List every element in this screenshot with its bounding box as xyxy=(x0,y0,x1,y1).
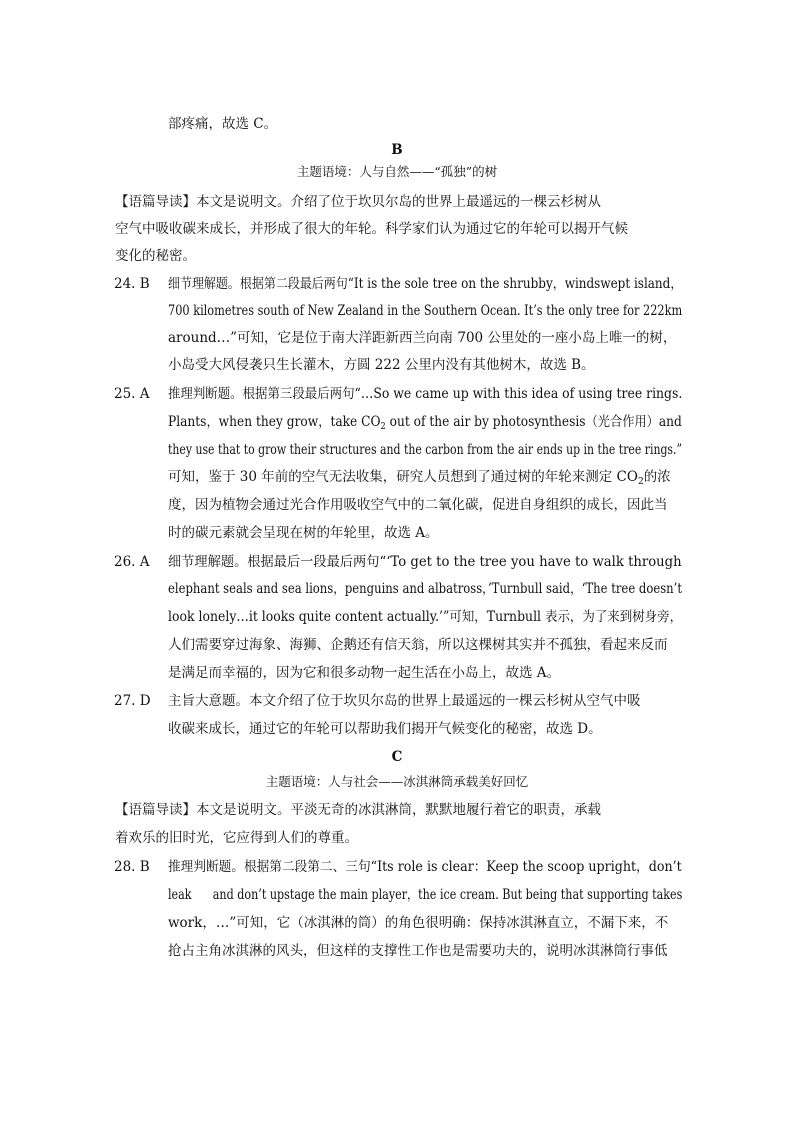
section-c-theme: 主题语境：人与社会——冰淇淋筒承载美好回忆 xyxy=(265,774,529,789)
explanation-line: 人们需要穿过海象、海狮、企鹅还有信天翁，所以这棵树其实并不孤独，看起来反而 xyxy=(168,637,668,653)
explanation-line: 推理判断题。根据第三段最后两句“…So we came up with this idea of using tree rings. xyxy=(168,386,683,402)
answer-number: 25. A xyxy=(114,386,150,402)
explanation-line: work，…”可知，它（冰淇淋的筒）的角色很明确：保持冰淇淋直立，不漏下来，不 xyxy=(168,915,669,931)
explanation-line: they use that to grow their structures and the carbon from the air ends up in the tree rings.” xyxy=(168,442,683,458)
answer-number: 27. D xyxy=(114,693,151,709)
explanation-line: 主旨大意题。本文介绍了位于坎贝尔岛的世界上最遥远的一棵云杉树从空气中吸 xyxy=(168,693,641,709)
section-b-intro-line: 变化的秘密。 xyxy=(115,248,196,264)
explanation-line: 小岛受大风侵袭只生长灌木，方圆 222 公里内没有其他树木，故选 B。 xyxy=(168,357,595,373)
section-c-intro-line: 着欢乐的旧时光，它应得到人们的尊重。 xyxy=(115,830,358,846)
section-c-intro-line: 【语篇导读】本文是说明文。平淡无奇的冰淇淋筒，默默地履行着它的职责，承载 xyxy=(115,802,601,818)
explanation-line: 700 kilometres south of New Zealand in the Southern Ocean. It’s the only tree for 222km xyxy=(168,303,683,319)
explanation-line: 推理判断题。根据第二段第二、三句“Its role is clear：Keep the scoop upright，don’t xyxy=(168,859,682,875)
explanation-line: around…”可知，它是位于南大洋距新西兰向南 700 公里处的一座小岛上唯一的树， xyxy=(168,330,677,346)
explanation-line: look lonely…it looks quite content actually.’”可知，Turnbull 表示，为了来到树身旁， xyxy=(168,609,683,625)
answer-number: 28. B xyxy=(114,859,150,875)
section-b-intro-line: 空气中吸收碳来成长，并形成了很大的年轮。科学家们认为通过它的年轮可以揭开气候 xyxy=(115,221,628,237)
explanation-line: 收碳来成长，通过它的年轮可以帮助我们揭开气候变化的秘密，故选 D。 xyxy=(168,721,602,737)
explanation-line: 时的碳元素就会呈现在树的年轮里，故选 A。 xyxy=(168,525,439,541)
explanation-line: leak and don’t upstage the main player，the ice cream. But being that supporting takes xyxy=(168,887,683,903)
explanation-line: 可知，鉴于 30 年前的空气无法收集，研究人员想到了通过树的年轮来测定 $CO_2$的浓 xyxy=(168,469,671,487)
answer-number: 24. B xyxy=(114,276,150,292)
explanation-line: 细节理解题。根据第二段最后两句“It is the sole tree on the shrubby，windswept island， xyxy=(168,276,683,292)
section-b-intro-line: 【语篇导读】本文是说明文。介绍了位于坎贝尔岛的世界上最遥远的一棵云杉树从 xyxy=(115,194,601,210)
section-c-heading: C xyxy=(391,749,403,765)
explanation-line: 是满足而幸福的，因为它和很多动物一起生活在小岛上，故选 A。 xyxy=(168,665,561,681)
answer-number: 26. A xyxy=(114,554,150,570)
explanation-line: 细节理解题。根据最后一段最后两句“‘To get to the tree you have to walk through xyxy=(168,554,682,570)
explanation-line: Plants，when they grow，take $CO_2$ out of the air by photosynthesis（光合作用）and xyxy=(168,414,682,432)
explanation-line: 抢占主角冰淇淋的风头，但这样的支撑性工作也是需要功夫的，说明冰淇淋筒行事低 xyxy=(168,943,668,959)
continued-text: 部疼痛，故选 C。 xyxy=(168,116,278,132)
section-b-theme: 主题语境：人与自然——“孤独”的树 xyxy=(296,164,498,179)
explanation-line: elephant seals and sea lions，penguins and albatross，’Turnbull said，‘The tree doesn’t xyxy=(168,581,683,597)
section-b-heading: B xyxy=(391,142,403,158)
explanation-line: 度，因为植物会通过光合作用吸收空气中的二氧化碳，促进自身组织的成长，因此当 xyxy=(168,497,668,513)
